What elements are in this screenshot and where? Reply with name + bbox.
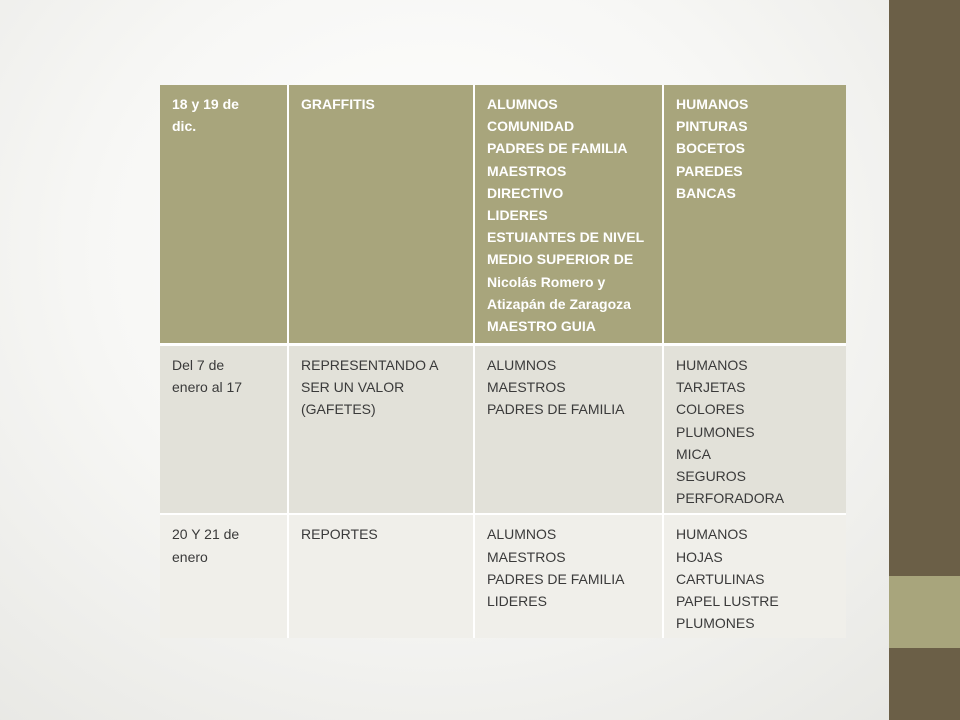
cell-activity: REPORTES [288, 514, 474, 638]
cell-activity: REPRESENTANDO A SER UN VALOR (GAFETES) [288, 345, 474, 515]
cell-activity: GRAFFITIS [288, 85, 474, 345]
cell-date: Del 7 de enero al 17 [160, 345, 288, 515]
decorative-side-band-accent [889, 576, 960, 648]
cell-participants: ALUMNOS MAESTROS PADRES DE FAMILIA [474, 345, 663, 515]
activities-table [160, 85, 846, 638]
cell-participants: ALUMNOS COMUNIDAD PADRES DE FAMILIA MAESTROS DIRECTIVO LIDERES ESTUIANTES DE NIVEL MEDIO SUPERIOR DE Nicolás Romero y Atizapán de Zaragoza MAESTRO GUIA [474, 85, 663, 345]
table-row [160, 345, 846, 515]
table-row [160, 85, 846, 345]
cell-resources: HUMANOS HOJAS CARTULINAS PAPEL LUSTRE PLUMONES [663, 514, 846, 638]
cell-participants: ALUMNOS MAESTROS PADRES DE FAMILIA LIDERES [474, 514, 663, 638]
cell-date: 18 y 19 de dic. [160, 85, 288, 345]
cell-date: 20 Y 21 de enero [160, 514, 288, 638]
cell-resources: HUMANOS TARJETAS COLORES PLUMONES MICA SEGUROS PERFORADORA [663, 345, 846, 515]
table-row [160, 514, 846, 638]
cell-resources: HUMANOS PINTURAS BOCETOS PAREDES BANCAS [663, 85, 846, 345]
